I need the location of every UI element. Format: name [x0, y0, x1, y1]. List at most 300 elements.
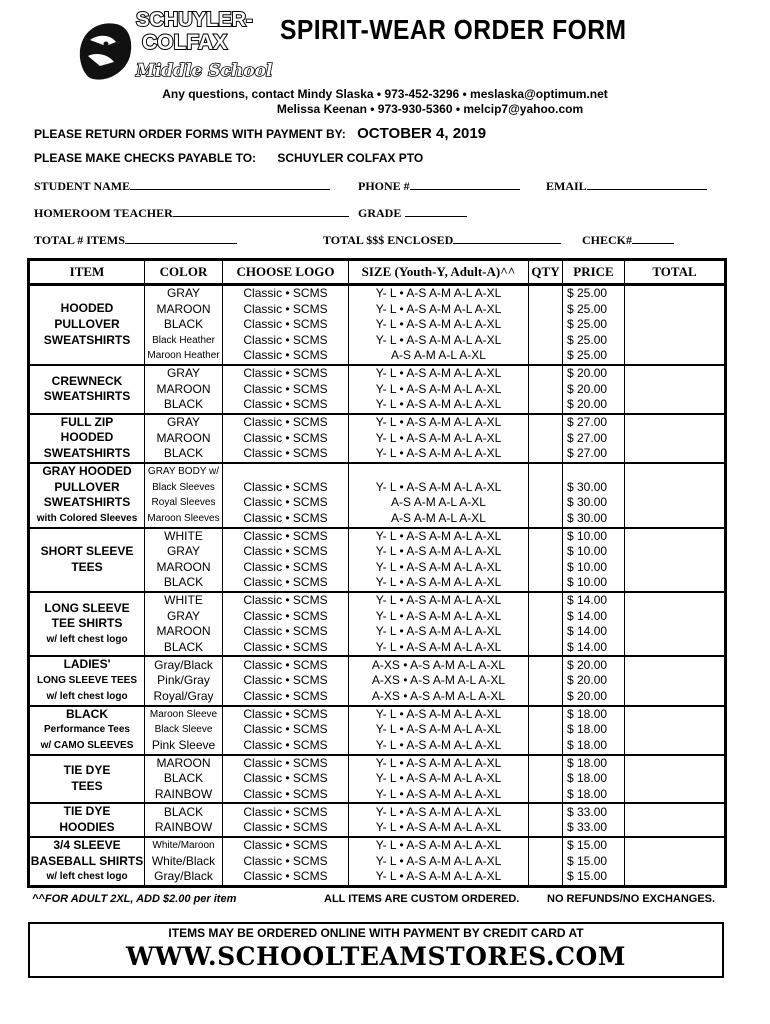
color-option: Royal Sleeves [151, 497, 216, 509]
item-name-cell [29, 837, 145, 887]
item-name-line: TEE SHIRTS [51, 616, 123, 631]
page-title: SPIRIT-WEAR ORDER FORM [280, 14, 627, 45]
checks-label: PLEASE MAKE CHECKS PAYABLE TO: [34, 151, 257, 165]
logo-option-cell [223, 463, 349, 528]
qty-input[interactable] [529, 837, 563, 887]
size-option: Y- L • A-S A-M A-L A-XL [375, 544, 502, 559]
logo-option: Classic • SCMS [243, 706, 328, 721]
price-value: $ 14.00 [567, 639, 608, 654]
size-option: Y- L • A-S A-M A-L A-XL [375, 869, 502, 884]
item-name-line: w/ left chest logo [46, 690, 128, 702]
color-option: BLACK [163, 804, 204, 819]
item-name-line: TIE DYE [63, 763, 111, 778]
item-name-line: SHORT SLEEVE [40, 544, 134, 559]
logo-option: Classic • SCMS [243, 446, 328, 461]
size-option: A-S A-M A-L A-XL [391, 348, 486, 363]
price-value: $ 30.00 [567, 495, 608, 510]
logo-option: Classic • SCMS [243, 510, 328, 525]
color-option: WHITE [164, 528, 203, 543]
logo-option: Classic • SCMS [243, 414, 328, 429]
item-name-line: PULLOVER [54, 317, 120, 332]
price-value-cell [563, 365, 625, 414]
item-name-line: with Colored Sleeves [36, 512, 138, 524]
color-option: GRAY [166, 608, 201, 623]
total-input[interactable] [625, 837, 726, 887]
item-name-cell [29, 285, 145, 365]
price-value-cell [563, 463, 625, 528]
logo-option: Classic • SCMS [243, 639, 328, 654]
table-row [29, 463, 726, 528]
logo-option [223, 464, 348, 480]
price-value: $ 14.00 [567, 593, 608, 608]
logo-option: Classic • SCMS [243, 820, 328, 835]
color-option: BLACK [163, 639, 204, 654]
total-enclosed-label: TOTAL $$$ ENCLOSED [323, 233, 454, 247]
item-name-line: SWEATSHIRTS [43, 446, 131, 461]
table-row [29, 803, 726, 836]
size-option-cell [349, 656, 529, 705]
size-option-cell [349, 755, 529, 804]
header-price: PRICE [563, 260, 625, 285]
color-option-cell [145, 365, 223, 414]
logo-option-cell [223, 528, 349, 592]
size-option-cell [349, 528, 529, 592]
price-value: $ 27.00 [567, 430, 608, 445]
logo-option: Classic • SCMS [243, 804, 328, 819]
size-option: Y- L • A-S A-M A-L A-XL [375, 528, 502, 543]
total-input[interactable] [625, 414, 726, 463]
logo-option: Classic • SCMS [243, 365, 328, 380]
qty-input[interactable] [529, 656, 563, 705]
color-option: BLACK [163, 397, 204, 412]
logo-option: Classic • SCMS [243, 755, 328, 770]
item-name-line: HOODED [60, 301, 114, 316]
size-option: Y- L • A-S A-M A-L A-XL [375, 722, 502, 737]
size-option: Y- L • A-S A-M A-L A-XL [375, 639, 502, 654]
header-color: COLOR [145, 260, 223, 285]
size-option: A-XS • A-S A-M A-L A-XL [371, 688, 506, 703]
color-option-cell [145, 755, 223, 804]
size-option-cell [349, 592, 529, 656]
table-row [29, 528, 726, 592]
price-value [563, 464, 624, 480]
item-name-line: HOODIES [59, 820, 115, 835]
logo-option-cell [223, 365, 349, 414]
logo-option: Classic • SCMS [243, 722, 328, 737]
color-option: BLACK [163, 446, 204, 461]
logo-option: Classic • SCMS [243, 657, 328, 672]
price-value: $ 20.00 [567, 657, 608, 672]
color-option: Pink/Gray [157, 673, 210, 688]
total-input[interactable] [625, 285, 726, 365]
order-table [27, 258, 727, 888]
color-option: GRAY [166, 544, 201, 559]
color-option-cell [145, 592, 223, 656]
qty-input[interactable] [529, 365, 563, 414]
color-option: BLACK [163, 771, 204, 786]
logo-option: Classic • SCMS [243, 559, 328, 574]
item-name-line: Performance Tees [44, 724, 130, 736]
phone-field[interactable] [358, 178, 520, 194]
phone-label: PHONE # [358, 179, 410, 193]
item-name-line: BLACK [66, 706, 108, 721]
header-logo: CHOOSE LOGO [223, 260, 349, 285]
check-number-field[interactable] [582, 232, 674, 248]
color-option: WHITE [164, 593, 203, 608]
header-total: TOTAL [625, 260, 726, 285]
item-name-cell [29, 365, 145, 414]
table-row [29, 592, 726, 656]
price-value-cell [563, 837, 625, 887]
return-by-row [34, 125, 486, 142]
school-logo [76, 6, 273, 86]
total-input[interactable] [625, 463, 726, 528]
size-option-cell [349, 837, 529, 887]
qty-input[interactable] [529, 592, 563, 656]
price-value: $ 33.00 [567, 820, 608, 835]
size-option-cell [349, 365, 529, 414]
item-name-line: SWEATSHIRTS [43, 332, 131, 347]
logo-option: Classic • SCMS [243, 430, 328, 445]
logo-option: Classic • SCMS [243, 624, 328, 639]
price-value: $ 25.00 [567, 286, 608, 300]
color-option: GRAY BODY w/ [147, 466, 220, 478]
grade-field[interactable] [358, 205, 467, 221]
logo-option-cell [223, 414, 349, 463]
logo-option: Classic • SCMS [243, 479, 328, 494]
price-value-cell [563, 414, 625, 463]
size-option: Y- L • A-S A-M A-L A-XL [375, 397, 502, 412]
logo-option: Classic • SCMS [243, 317, 328, 332]
color-option: GRAY [166, 414, 201, 429]
color-option: Pink Sleeve [151, 737, 216, 752]
color-option: Royal/Gray [153, 688, 214, 703]
logo-option-cell [223, 755, 349, 804]
price-value-cell [563, 656, 625, 705]
size-option: Y- L • A-S A-M A-L A-XL [375, 301, 502, 316]
price-value-cell [563, 706, 625, 755]
color-option-cell [145, 837, 223, 887]
logo-option-cell [223, 706, 349, 755]
logo-option: Classic • SCMS [243, 869, 328, 884]
item-name-line: GRAY HOODED [42, 463, 132, 478]
price-value: $ 25.00 [567, 301, 608, 316]
logo-line-3: Middle School [136, 61, 273, 81]
price-value: $ 15.00 [567, 853, 608, 868]
logo-option: Classic • SCMS [243, 332, 328, 347]
size-option: A-S A-M A-L A-XL [391, 510, 486, 525]
price-value: $ 25.00 [567, 348, 608, 363]
price-value-cell [563, 803, 625, 836]
price-value: $ 30.00 [567, 510, 608, 525]
item-name-line: SWEATSHIRTS [43, 495, 131, 510]
color-option-cell [145, 528, 223, 592]
price-value: $ 20.00 [567, 397, 608, 412]
size-option: Y- L • A-S A-M A-L A-XL [375, 820, 502, 835]
logo-option: Classic • SCMS [243, 397, 328, 412]
total-input[interactable] [625, 706, 726, 755]
item-name-cell [29, 656, 145, 705]
item-name-line: TEES [71, 559, 103, 574]
cougar-icon [80, 23, 131, 79]
color-option: GRAY [166, 365, 201, 380]
logo-option: Classic • SCMS [243, 593, 328, 608]
item-name-line: LONG SLEEVE TEES [36, 675, 138, 687]
logo-option: Classic • SCMS [243, 544, 328, 559]
logo-option-cell [223, 837, 349, 887]
size-option-cell [349, 803, 529, 836]
color-option-cell [145, 803, 223, 836]
logo-option-cell [223, 656, 349, 705]
item-name-cell [29, 803, 145, 836]
total-items-field[interactable] [34, 232, 237, 248]
size-option: Y- L • A-S A-M A-L A-XL [375, 853, 502, 868]
price-value: $ 20.00 [567, 365, 608, 380]
item-name-line: FULL ZIP [60, 414, 114, 429]
color-option: BLACK [163, 575, 204, 590]
total-input[interactable] [625, 528, 726, 592]
price-value: $ 33.00 [567, 804, 608, 819]
item-name-line: CREWNECK [51, 373, 123, 388]
qty-input[interactable] [529, 755, 563, 804]
logo-option: Classic • SCMS [243, 737, 328, 752]
size-option: Y- L • A-S A-M A-L A-XL [375, 786, 502, 801]
price-value: $ 27.00 [567, 446, 608, 461]
color-option: RAINBOW [154, 820, 213, 835]
price-value: $ 25.00 [567, 332, 608, 347]
qty-input[interactable] [529, 528, 563, 592]
item-name-cell [29, 528, 145, 592]
size-option: Y- L • A-S A-M A-L A-XL [375, 837, 502, 852]
price-value: $ 14.00 [567, 608, 608, 623]
size-option [349, 464, 528, 480]
homeroom-field[interactable] [34, 205, 349, 221]
price-value: $ 25.00 [567, 317, 608, 332]
price-value-cell [563, 285, 625, 365]
total-input[interactable] [625, 365, 726, 414]
size-option: Y- L • A-S A-M A-L A-XL [375, 593, 502, 608]
price-value-cell [563, 755, 625, 804]
color-option: RAINBOW [154, 786, 213, 801]
item-name-line: w/ left chest logo [46, 634, 128, 646]
price-value: $ 15.00 [567, 837, 608, 852]
custom-order-note: ALL ITEMS ARE CUSTOM ORDERED. [324, 893, 520, 905]
logo-option: Classic • SCMS [243, 348, 328, 363]
color-option: Maroon Heather [147, 350, 220, 362]
table-row [29, 755, 726, 804]
total-input[interactable] [625, 592, 726, 656]
logo-option: Classic • SCMS [243, 608, 328, 623]
no-refunds-note: NO REFUNDS/NO EXCHANGES. [547, 893, 716, 905]
size-option-cell [349, 706, 529, 755]
price-value: $ 10.00 [567, 544, 608, 559]
size-option: Y- L • A-S A-M A-L A-XL [375, 446, 502, 461]
logo-line-1: SCHUYLER- [136, 9, 253, 31]
price-value: $ 20.00 [567, 688, 608, 703]
item-name-cell [29, 755, 145, 804]
color-option: Maroon Sleeve [149, 708, 218, 720]
total-input[interactable] [625, 755, 726, 804]
size-option: Y- L • A-S A-M A-L A-XL [375, 706, 502, 721]
size-option: Y- L • A-S A-M A-L A-XL [375, 479, 502, 494]
table-row [29, 706, 726, 755]
checks-row [34, 151, 423, 165]
color-option-cell [145, 706, 223, 755]
size-option: Y- L • A-S A-M A-L A-XL [375, 365, 502, 380]
logo-option: Classic • SCMS [243, 381, 328, 396]
total-enclosed-field[interactable] [323, 232, 561, 248]
size-option: A-S A-M A-L A-XL [391, 495, 486, 510]
header-item: ITEM [29, 260, 145, 285]
color-option-cell [145, 285, 223, 365]
table-row [29, 837, 726, 887]
header-qty: QTY [529, 260, 563, 285]
color-option: Black Sleeve [154, 724, 213, 736]
table-row [29, 285, 726, 365]
logo-option: Classic • SCMS [243, 853, 328, 868]
item-name-line: PULLOVER [54, 479, 120, 494]
item-name-line: HOODED [60, 430, 114, 445]
qty-input[interactable] [529, 414, 563, 463]
item-name-line: BASEBALL SHIRTS [30, 853, 144, 868]
price-value: $ 18.00 [567, 706, 608, 721]
qty-input[interactable] [529, 463, 563, 528]
item-name-line: LADIES' [63, 657, 111, 672]
item-name-line: 3/4 SLEEVE [53, 837, 121, 852]
color-option: BLACK [163, 317, 204, 332]
color-option: MAROON [156, 430, 211, 445]
size-option: Y- L • A-S A-M A-L A-XL [375, 381, 502, 396]
price-value: $ 18.00 [567, 755, 608, 770]
qty-input[interactable] [529, 803, 563, 836]
item-name-line: w/ left chest logo [46, 871, 128, 883]
color-option: White/Maroon [152, 839, 215, 851]
header-size: SIZE (Youth-Y, Adult-A)^^ [349, 260, 529, 285]
color-option: Gray/Black [154, 869, 213, 884]
price-value: $ 15.00 [567, 869, 608, 884]
price-value: $ 14.00 [567, 624, 608, 639]
size-option: Y- L • A-S A-M A-L A-XL [375, 608, 502, 623]
email-field[interactable] [546, 178, 707, 194]
price-value-cell [563, 528, 625, 592]
color-option: Black Sleeves [152, 481, 215, 493]
price-value: $ 18.00 [567, 722, 608, 737]
logo-option: Classic • SCMS [243, 286, 328, 300]
price-value: $ 10.00 [567, 575, 608, 590]
color-option: MAROON [156, 559, 211, 574]
color-option: GRAY [166, 286, 201, 300]
size-option: Y- L • A-S A-M A-L A-XL [375, 414, 502, 429]
qty-input[interactable] [529, 706, 563, 755]
item-name-cell [29, 463, 145, 528]
price-value: $ 20.00 [567, 381, 608, 396]
table-row [29, 365, 726, 414]
contact-line-1: Any questions, contact Mindy Slaska • 973-452-3296 • meslaska@optimum.net [162, 87, 608, 101]
table-header-row [29, 260, 726, 285]
item-name-cell [29, 706, 145, 755]
color-option-cell [145, 656, 223, 705]
total-items-label: TOTAL # ITEMS [34, 233, 125, 247]
contact-line-2: Melissa Keenan • 973-930-5360 • melcip7@yahoo.com [276, 102, 584, 116]
return-label: PLEASE RETURN ORDER FORMS WITH PAYMENT BY: [34, 127, 346, 141]
email-label: EMAIL [546, 179, 587, 193]
size-option: Y- L • A-S A-M A-L A-XL [375, 755, 502, 770]
item-name-line: TEES [71, 779, 103, 794]
color-option: MAROON [156, 381, 211, 396]
price-value: $ 27.00 [567, 414, 608, 429]
logo-option: Classic • SCMS [243, 837, 328, 852]
size-option: Y- L • A-S A-M A-L A-XL [375, 624, 502, 639]
adult-2xl-note: ^^FOR ADULT 2XL, ADD $2.00 per item [32, 893, 237, 905]
grade-label: GRADE [358, 206, 402, 220]
student-name-label: STUDENT NAME [34, 179, 131, 193]
logo-option: Classic • SCMS [243, 673, 328, 688]
color-option: Black Heather [152, 334, 215, 346]
logo-option-cell [223, 803, 349, 836]
size-option: Y- L • A-S A-M A-L A-XL [375, 559, 502, 574]
logo-option: Classic • SCMS [243, 771, 328, 786]
logo-option: Classic • SCMS [243, 575, 328, 590]
size-option: Y- L • A-S A-M A-L A-XL [375, 575, 502, 590]
total-input[interactable] [625, 803, 726, 836]
item-name-line: TIE DYE [63, 804, 111, 819]
color-option: White/Black [151, 853, 216, 868]
item-name-line: w/ CAMO SLEEVES [40, 739, 134, 751]
color-option-cell [145, 414, 223, 463]
size-option: Y- L • A-S A-M A-L A-XL [375, 286, 502, 300]
color-option: MAROON [156, 624, 211, 639]
store-url-link[interactable]: WWW.SCHOOLTEAMSTORES.COM [126, 942, 626, 971]
size-option-cell [349, 414, 529, 463]
price-value: $ 18.00 [567, 786, 608, 801]
size-option: Y- L • A-S A-M A-L A-XL [375, 804, 502, 819]
online-order-text: ITEMS MAY BE ORDERED ONLINE WITH PAYMENT BY CREDIT CARD AT [168, 926, 584, 940]
return-date: OCTOBER 4, 2019 [357, 125, 487, 142]
logo-option: Classic • SCMS [243, 688, 328, 703]
checks-payee: SCHUYLER COLFAX PTO [277, 151, 424, 165]
color-option: Gray/Black [154, 657, 213, 672]
logo-option-cell [223, 285, 349, 365]
logo-option: Classic • SCMS [243, 495, 328, 510]
logo-option-cell [223, 592, 349, 656]
size-option: Y- L • A-S A-M A-L A-XL [375, 430, 502, 445]
size-option: Y- L • A-S A-M A-L A-XL [375, 332, 502, 347]
price-value: $ 18.00 [567, 771, 608, 786]
color-option: MAROON [156, 755, 211, 770]
item-name-line: LONG SLEEVE [44, 600, 130, 615]
student-name-field[interactable] [34, 178, 330, 194]
size-option-cell [349, 463, 529, 528]
logo-option: Classic • SCMS [243, 301, 328, 316]
item-name-cell [29, 414, 145, 463]
logo-option: Classic • SCMS [243, 528, 328, 543]
size-option: Y- L • A-S A-M A-L A-XL [375, 771, 502, 786]
price-value: $ 30.00 [567, 479, 608, 494]
total-input[interactable] [625, 656, 726, 705]
table-row [29, 414, 726, 463]
size-option: A-XS • A-S A-M A-L A-XL [371, 657, 506, 672]
check-number-label: CHECK# [582, 233, 633, 247]
size-option: A-XS • A-S A-M A-L A-XL [371, 673, 506, 688]
item-name-line: SWEATSHIRTS [43, 389, 131, 404]
price-value: $ 18.00 [567, 737, 608, 752]
qty-input[interactable] [529, 285, 563, 365]
size-option-cell [349, 285, 529, 365]
online-order-box [28, 922, 724, 978]
homeroom-label: HOMEROOM TEACHER [34, 206, 173, 220]
table-row [29, 656, 726, 705]
logo-line-2: COLFAX [142, 31, 228, 54]
